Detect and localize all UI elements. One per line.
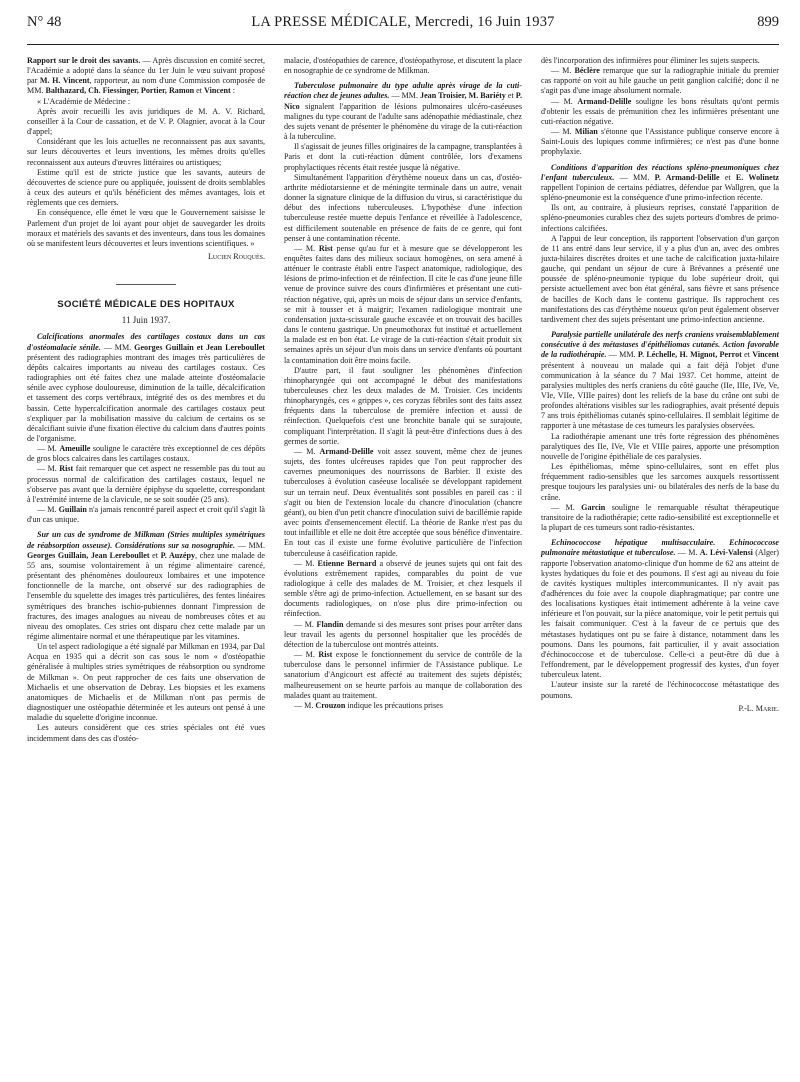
- page-number: 899: [757, 14, 779, 30]
- paragraph: — M. Flandin demande si des mesures sont prises pour arrêter dans leur travail les agents du personnel hospitalier que les procédés de détection de la tuberculose ont montrés atteints.: [284, 619, 522, 649]
- article-heading: Sur un cas de syndrome de Milkman (Stries multiples symétriques de réabsorption osseuse). Considérations sur sa nosographie.: [27, 530, 265, 550]
- paragraph: « L'Académie de Médecine :: [37, 96, 131, 106]
- journal-title: LA PRESSE MÉDICALE, Mercredi, 16 Juin 1937: [251, 14, 555, 30]
- paragraph: Estime qu'il est de stricte justice que les savants, auteurs de découvertes de science pure ou appliquée, jouissent de droits semblables à ceux des auteurs et qu'ils bénéficient des mêmes avantages, lois et règlements que ces derniers.: [27, 167, 265, 208]
- paragraph: — M. Guillain n'a jamais rencontré pareil aspect et croit qu'il s'agit là d'un cas unique.: [27, 505, 265, 525]
- article-heading: Echinococcose hépatique multisacculaire. Echinococcose pulmonaire métastatique et tuberculose.: [541, 538, 779, 558]
- author-signature: Lucien Rouquès.: [207, 251, 265, 261]
- paragraph: — M. Armand-Delille souligne les bons résultats qu'ont permis d'obtenir les essais de prémunition chez les infirmières présentant une cuti-réaction négative.: [541, 96, 779, 126]
- article-milkman: Sur un cas de syndrome de Milkman (Stries multiples symétriques de réabsorption osseuse). Considérations sur sa nosographie. — MM. Georges Guillain, Jean Lereboullet et P. Auzépy, chez une malade de 55 ans, soumise volontairement à un régime alimentaire carencé, présentant des phénomènes douloureux lombaires et une impotence fonctionnelle de la marche, ont observé sur des radiographies de l'ensemble du squelette des images très particulières, des fentes linéaires symétriques des branches ischio-pubiennes donnant l'impression de fractures, des images analogues au niveau de nombreuses côtes et au niveau des omoplates. Ces stries ont disparu chez cette malade par un régime alimentaire normal et une thérapeutique par les vitamines.: [27, 530, 265, 641]
- paragraph: Après avoir recueilli les avis juridiques de M. A. V. Richard, conseiller à la Cour de cassation, et de V. P. Olagnier, avocat à la Cour d'appel;: [27, 106, 265, 137]
- paragraph: — M. Rist fait remarquer que cet aspect ne ressemble pas du tout au processus normal de calcification des cartilages costaux, lequel ne s'observe pas avant que la dernière épiphyse du squelette, correspondant à l'extrémité interne de la clavicule, ne se soit soudée (25 ans).: [27, 464, 265, 504]
- article-paralysie-nerfs: Paralysie partielle unilatérale des nerfs craniens vraisemblablement consécutive à des métastases d'épithéliomas cutanés. Action favorable de la radiothérapie. — MM. P. Léchelle, H. Mignot, Perrot et Vincent présentent à nouveau un malade qui a fait déjà l'objet d'une communication à la séance du 7 Mai 1937. Cet homme, atteint de paralysies multiples des nerfs craniens du côté gauche (IIe, IIIe, IVe, Ve, VIe, VIIe, VIIIe paires) dont les reliefs de la base du crâne ont subi de profondes altérations visibles sur les radiographies, avait présenté depuis 7 ans trois épithéliomas cutanés spino-cellulaires. Il semblait légitime de rapporter à une métastase de ces tumeurs les paralysies observées.: [541, 330, 779, 431]
- paragraph: — M. Garcin souligne le remarquable résultat thérapeutique transitoire de la radiothérapie; cette radio-sensibilité est exceptionnelle et la plupart de ces tumeurs sont radio-résistantes.: [541, 502, 779, 533]
- article-heading: Rapport sur le droit des savants.: [27, 56, 141, 65]
- section-divider: [116, 284, 176, 285]
- paragraph: Un tel aspect radiologique a été signalé par Milkman en 1934, par Dal Acqua en 1935 qui a décrit son cas sous le nom « d'ostéopathie généralisée à multiples stries symétriques de réabsorption ou syndrome de Milkman ». On peut rapprocher de ces faits une observation de Michaelis et une observation de Debray. Les biopsies et les examens anatomiques de Michaelis et de Milkman n'ont pas permis de diagnostiquer une ostéopathie déterminée et les auteurs ont pensé à une maladie du squelette d'origine inconnue.: [27, 642, 265, 723]
- paragraph: — M. Ameuille souligne le caractère très exceptionnel de ces dépôts de gros blocs calcaires dans les cartilages costaux.: [27, 444, 265, 464]
- paragraph: Les épithéliomas, même spino-cellulaires, sont en effet plus fréquemment radio-sensibles que les sarcomes auxquels ressortissent presque toujours les paralysies uni- ou bilatérales des nerfs de la base du crâne.: [541, 462, 779, 502]
- paragraph: Ils ont, au contraire, à plusieurs reprises, constaté l'apparition de spléno-pneumonies curables chez des sujets porteurs d'ombres de primo-infections calcifiées.: [541, 203, 779, 233]
- paragraph: D'autre part, il faut souligner les phénomènes d'infection rhinopharyngée qui ont accompagné le début des manifestations tuberculeuses chez les deux malades de M. Troisier. Ces incidents rhinopharyngés, ces « grippes », ces coryzas fébriles sont des faits assez fréquents dans la tuberculose de première infection et aussi de réinfection. Quelquefois c'est une bronchite banale qui se surajoute, compliquant l'interprétation. Il s'agit là peut-être d'infections dues à des germes de sortie.: [284, 365, 522, 446]
- article-heading: Calcifications anormales des cartilages costaux dans un cas d'ostéomalacie sénile.: [27, 332, 265, 352]
- paragraph: — M. Rist pense qu'au fur et à mesure que se développeront les enquêtes faites dans des milieux sociaux homogènes, on sera amené à atténuer le contraste établi entre l'aspect anatomique, radiologique, des lésions de primo-infection et de réinfection. Il cite le cas d'une jeune fille venue de province suivre des cours d'infirmières et présentant une cuti-réaction négative, qui, après un mois de séjour dans un service d'enfants, se mit à tousser et à maigrir; l'examen radiologique montrait une condensation juxta-scissurale gauche excavée et on trouvait des bacilles dans le contenu gastrique. Un pneumothorax fut institué et actuellement la malade est en bon état. Le virage de la cuti-réaction s'était produit six semaines après un séjour d'un mois dans un service d'enfants où pourtant la contamination doit être moins facile.: [284, 243, 522, 365]
- article-echinococcose: Echinococcose hépatique multisacculaire. Echinococcose pulmonaire métastatique et tuberculose. — M. A. Lévi-Valensi (Alger) rapporte l'observation anatomo-clinique d'un homme de 62 ans atteint de kystes hydatiques du foie et des poumons. Il s'est agi au niveau du foie de cavités kystiques multiples intercommunicantes. Il n'y avait pas d'adhérences du foie avec la coupole diaphragmatique; par contre une des localisations kystiques était intimement adhérente à la veine cave inférieure et l'on pouvait, sur la pièce anatomique, voir le petit pertuis qui les faisait communiquer. C'est à la faveur de ce pertuis que des métastases hydatiques ont pu se faire à distance, notamment dans les poumons. Dans les poumons, fait particulier, il y avait association d'échinococcose et de tuberculose. Celle-ci a peut-être dû due à l'effondrement, par le développement progressif des kystes, d'un foyer tuberculeux latent.: [541, 538, 779, 680]
- newspaper-page: [27, 14, 779, 1074]
- column-1: [27, 56, 265, 1066]
- paragraph: — M. Béclère remarque que sur la radiographie initiale du premier cas rapporté on voit au hile gauche un petit ganglion calcifié; donc il ne s'agit pas d'une image absolument normale.: [541, 66, 779, 96]
- paragraph: En conséquence, elle émet le vœu que le Gouvernement saisisse le Parlement d'un projet de loi ayant pour objet de sauvegarder les droits moraux et matériels des savants et des inventeurs, dans tous les domaines où se manifestent leurs découvertes et leurs inventions scientifiques. »: [27, 208, 265, 248]
- paragraph: Il s'agissait de jeunes filles originaires de la campagne, transplantées à Paris et dont la cuti-réaction dûment contrôlée, lors d'examens prophylactiques récents était restée jusque là négative.: [284, 142, 522, 172]
- section-heading: SOCIÉTÉ MÉDICALE DES HOPITAUX: [57, 299, 235, 311]
- column-2: [284, 56, 522, 1066]
- paragraph: A l'appui de leur conception, ils rapportent l'observation d'un garçon de 11 ans entré dans leur service, il y a plus d'un an, avec des ombres juxta-hilaires discrètes droites et une tache de calcification juxta-hilaire gauche, qui pendant un séjour de cure à Brévannes a présenté une poussée de spléno-pneumonie typique du lobe supérieur droit, qui persiste actuellement avec bon état général, sans fièvre et sans présence de bacilles de Koch dans le contenu gastrique. Ils rapprochent ces manifestations des cas d'érythème noueux qu'on peut également observer tardivement chez des sujets présentant une primo-infection ancienne.: [541, 233, 779, 324]
- paragraph: Les auteurs considèrent que ces stries spéciales ont été vues incidemment dans des cas d'ostéo-: [27, 723, 265, 743]
- article-droit-savants: Rapport sur le droit des savants. — Après discussion en comité secret, l'Académie a adopté dans la séance du 1er Juin le vœu suivant proposé par M. H. Vincent, rapporteur, au nom d'une Commission composée de MM. Balthazard, Ch. Fiessinger, Portier, Ramon et Vincent :: [27, 56, 265, 96]
- article-spleno-pneumonie: Conditions d'apparition des réactions spléno-pneumoniques chez l'enfant tuberculeux. — MM. P. Armand-Delille et E. Wolinetz rappellent l'opinion de certains pédiatres, défendue par Wallgren, que la spléno-pneumonie est la conséquence d'une primo-infection récente.: [541, 162, 779, 203]
- paragraph: Simultanément l'apparition d'érythème noueux dans un cas, d'ostéo-arthrite médiotarsienne et de méningite terminale dans un autre, venait donner la signature clinique de la diffusion du virus, si caractéristique du début des infections tuberculeuses. L'hypothèse d'une infection tuberculeuse restée muette depuis l'enfance et réveillée à l'adolescence, est difficilement soutenable en présence de faits de ce genre, qui font penser à une contamination récente.: [284, 172, 522, 243]
- paragraph: — M. Crouzon indique les précautions prises: [294, 700, 443, 710]
- section-date: 11 Juin 1937.: [121, 315, 171, 326]
- article-tuberculose-adulte: Tuberculose pulmonaire du type adulte après virage de la cuti-réaction chez de jeunes adultes. — MM. Jean Troisier, M. Bariéty et P. Nico signalent l'apparition de lésions pulmonaires ulcéro-caséeuses malignes du type courant de l'adulte sans adénopathie médiastinale, chez des sujets venant de présenter le phénomène du virage de la cuti-réaction à la tuberculine.: [284, 81, 522, 142]
- article-heading: Paralysie partielle unilatérale des nerfs craniens vraisemblablement consécutive à des métastases d'épithéliomas cutanés. Action favorable de la radiothérapie.: [541, 330, 779, 360]
- paragraph: — M. Rist expose le fonctionnement du service de contrôle de la tuberculose dans le personnel infirmier de l'Assistance publique. Le sanatorium d'Angicourt est affecté au traitement des sujets dépistés; malheureusement on se heurte parfois au manque de collaboration des malades quant au traitement.: [284, 650, 522, 700]
- masthead: [27, 14, 779, 45]
- paragraph: — M. Etienne Bernard a observé de jeunes sujets qui ont fait des évolutions extrêmement rapides, comparables du point de vue radiologique à celle des malades de M. Troisier, et chez lesquels il semble s'être agi de primo-infection. Actuellement, en se basant sur des documents radiologiques, on n'ose plus dire primo-infection ou réinfection.: [284, 558, 522, 619]
- paragraph: dès l'incorporation des infirmières pour éliminer les sujets suspects.: [541, 56, 760, 65]
- issue-number: N° 48: [27, 14, 62, 30]
- paragraph: malacie, d'ostéopathies de carence, d'ostéopathyrose, et discutent la place en nosographie de ce syndrome de Milkman.: [284, 56, 522, 76]
- article-calcifications: Calcifications anormales des cartilages costaux dans un cas d'ostéomalacie sénile. — MM. Georges Guillain et Jean Lereboullet présentent des radiographies montrant des images très particulières de dépôts calcaires importants au niveau des cartilages costaux. Ces radiographies ont été faites chez une malade atteinte d'ostéomalacie sénile avec cyphose douloureuse, diminution de la taille, décalcification et tassement des corps vertébraux, intégrité des os des membres et du bassin. Cette hypercalcification anormale des cartilages costaux peut s'expliquer par la mobilisation massive du calcium de certains os se décalcifiant suivie d'une fixation élective du calcium dans d'autres points de l'organisme.: [27, 332, 265, 443]
- paragraph: L'auteur insiste sur la rareté de l'échinococcose métastatique des poumons.: [541, 680, 779, 700]
- article-heading: Conditions d'apparition des réactions spléno-pneumoniques chez l'enfant tuberculeux.: [541, 162, 779, 182]
- column-3: [541, 56, 779, 1066]
- paragraph: — M. Armand-Delille voit assez souvent, même chez de jeunes sujets, des fontes ulcéreuses rapides que l'on peut rapprocher des cavernes pneumoniques des nourrissons de Barbier. Il existe des tuberculoses à évolution caséeuse localisée se développant rapidement sur un terrain neuf. Deux éventualités sont possibles en pareil cas : il s'agit ou bien de l'extension locale du chancre d'inoculation (chancre géant), ou bien d'un petit chancre d'inoculation suivi de bacillémie rapide avec points d'ensemencement électif. La théorie de Ranke n'est pas du tout infaillible et elle ne doit être acceptée que sous bénéfice d'inventaire. En tout cas il existe une forme évolutive particulière de l'infection tuberculeuse à caséification rapide.: [284, 446, 522, 558]
- paragraph: — M. Milian s'étonne que l'Assistance publique conserve encore à Saint-Louis des lupiques comme infirmières; ce n'est pas d'une bonne prophylaxie.: [541, 127, 779, 157]
- paragraph: Considérant que les lois actuelles ne reconnaissent pas aux savants, sur leurs découvertes et leurs inventions, les mêmes droits qu'elles reconnaissent aux auteurs d'œuvres littéraires ou artistiques;: [27, 137, 265, 167]
- author-signature: P.-L. Marie.: [738, 703, 779, 713]
- article-heading: Tuberculose pulmonaire du type adulte après virage de la cuti-réaction chez de jeunes adultes.: [284, 81, 522, 101]
- paragraph: La radiothérapie amenant une très forte régression des phénomènes paralytiques des IIe, IVe, VIe et VIIIe paires, apporte une présomption nouvelle de l'origine épithéliale de ces paralysies.: [541, 431, 779, 461]
